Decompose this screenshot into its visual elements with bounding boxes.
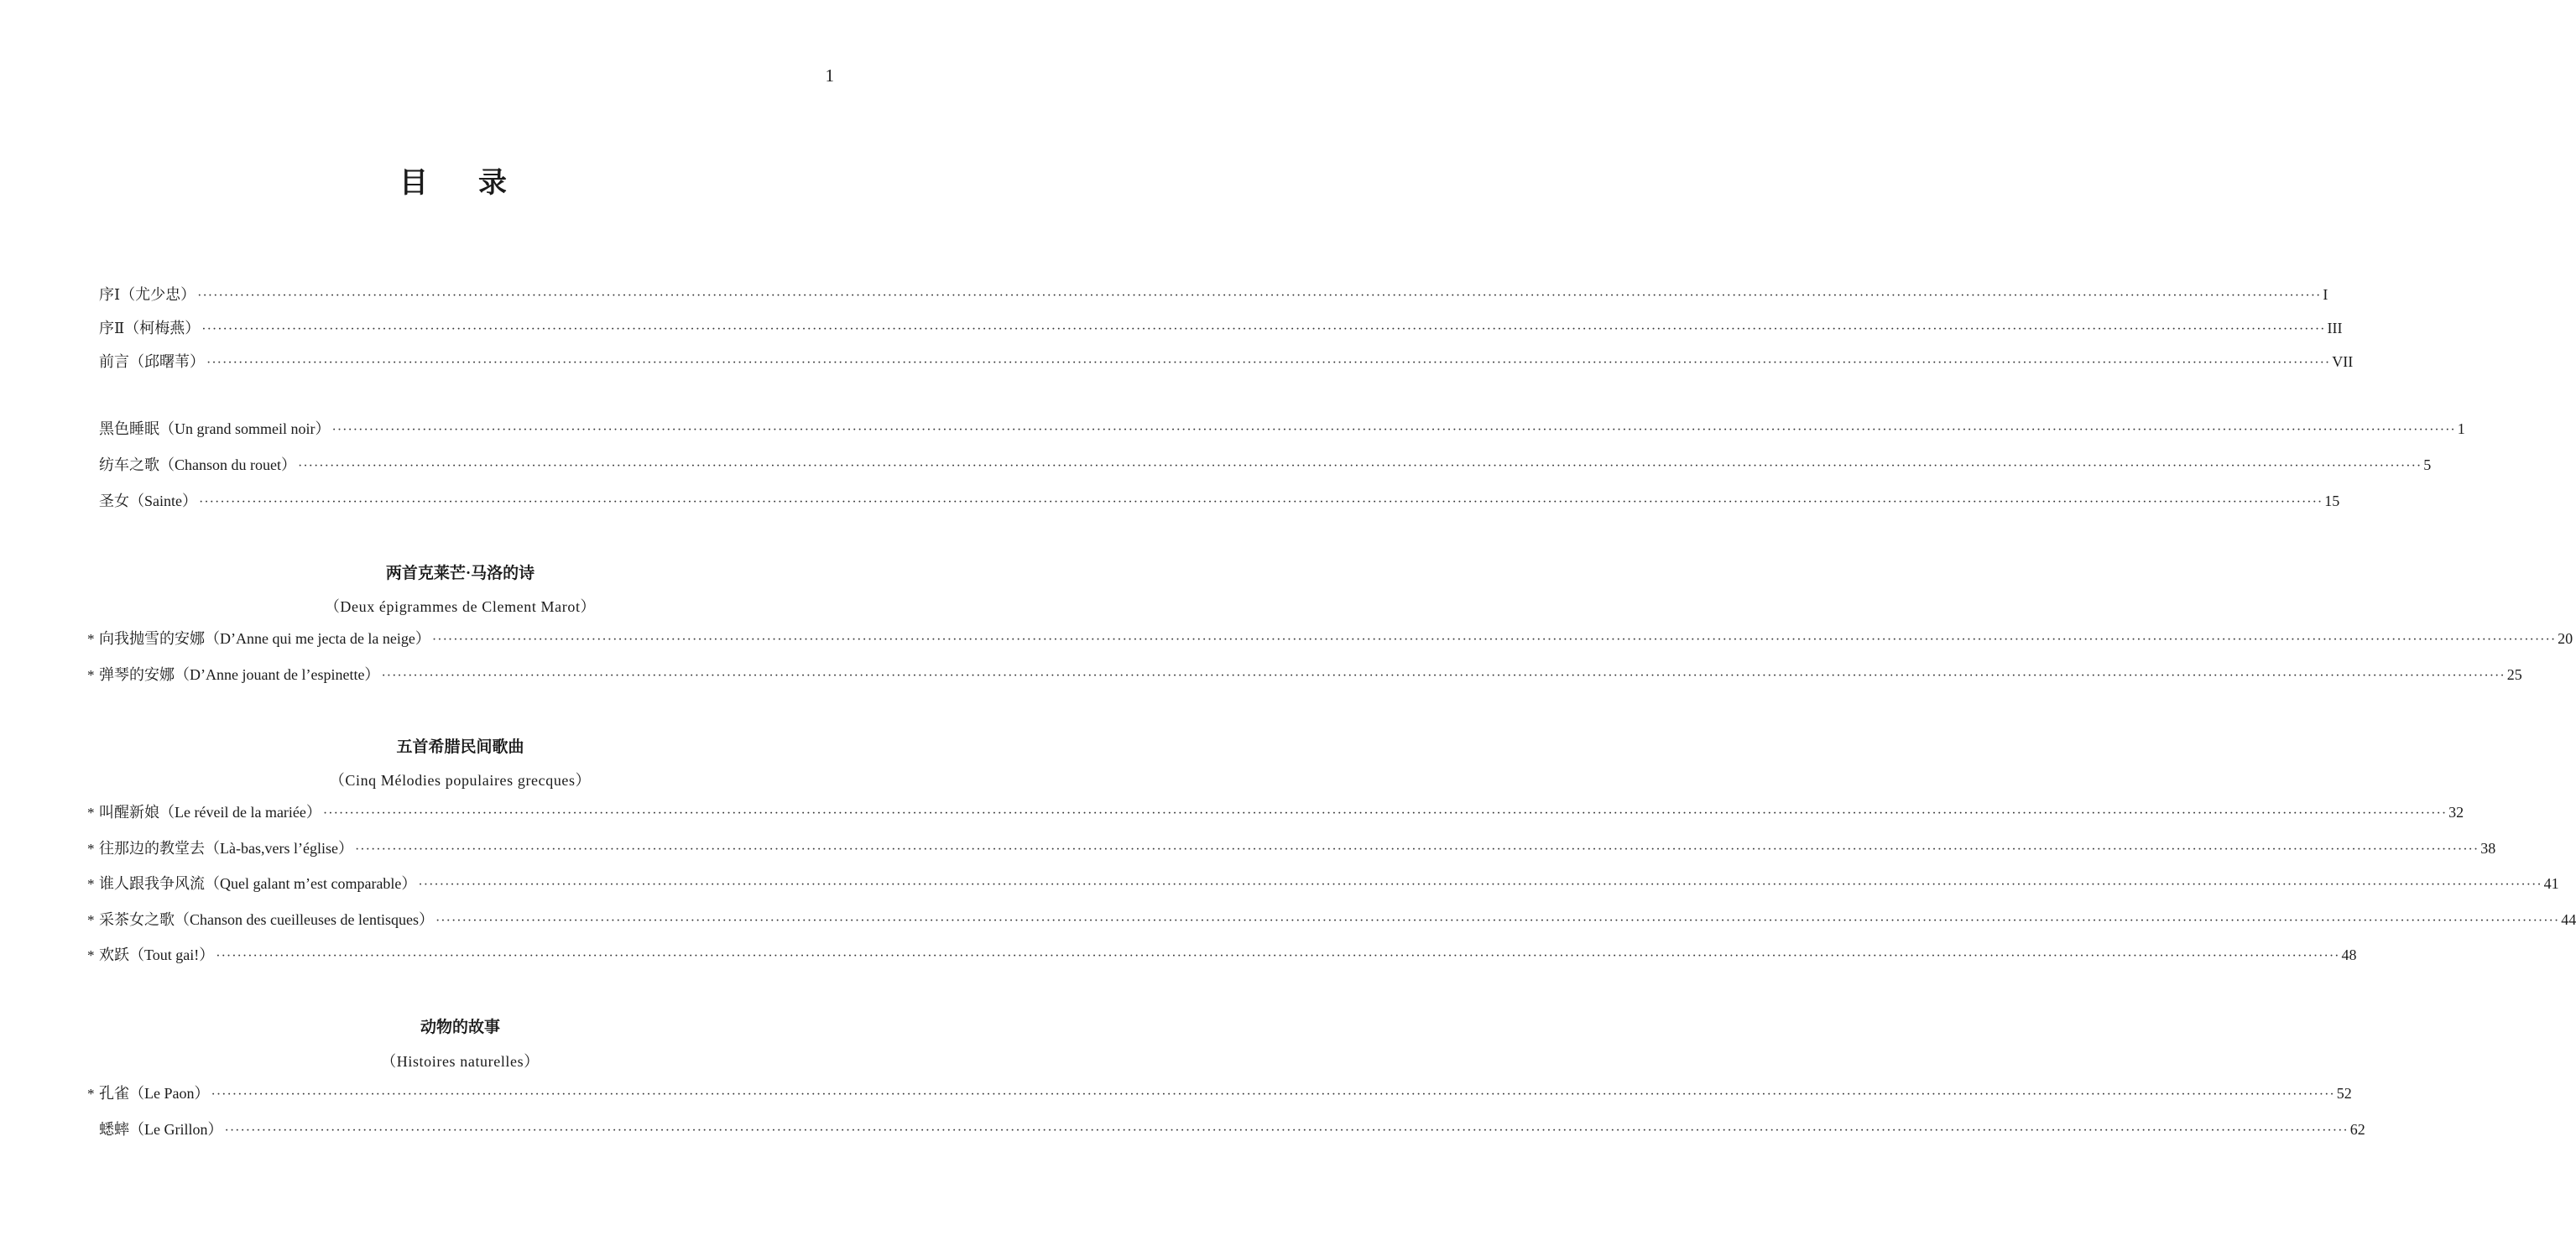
toc-entry-song[interactable] [87, 871, 2559, 896]
toc-entry-song[interactable] [87, 662, 2522, 687]
dot-leader: ················································································································································································································································································································································································································ [216, 949, 2340, 963]
section-title: 五首希腊民间歌曲 [396, 738, 524, 756]
entry-page: VII [2332, 353, 2354, 370]
dot-leader: ················································································································································································································································································································································································································ [199, 495, 2323, 509]
dot-leader: ················································································································································································································································································································································································································ [354, 842, 2480, 857]
section-title: 动物的故事 [420, 1019, 500, 1036]
entry-page: 38 [2480, 840, 2496, 857]
dot-leader: ················································································································································································································································································································································································································ [331, 423, 2456, 437]
section-subtitle: （Cinq Mélodies populaires grecques） [329, 772, 592, 789]
entry-label: 采茶女之歌（Chanson des cueilleuses de lentisques） [99, 911, 434, 928]
entry-page: 48 [2341, 946, 2357, 963]
toc-entry-song[interactable] [87, 452, 2432, 477]
dot-leader: ················································································································································································································································································································································································································ [435, 914, 2560, 928]
section-subtitle: （Histoires naturelles） [381, 1053, 540, 1070]
entry-label: 往那边的教堂去（Là-bas,vers l’église） [99, 840, 353, 857]
entry-page: III [2327, 320, 2343, 336]
entry-label: 孔雀（Le Paon） [99, 1085, 210, 1102]
toc-entry-song[interactable] [87, 416, 2465, 441]
entry-label: 序Ⅰ（尤少忠） [99, 286, 196, 303]
dot-leader: ················································································································································································································································································································································································································ [224, 1124, 2349, 1138]
star-marker: * [87, 841, 95, 857]
toc-entry-song[interactable] [87, 907, 2576, 932]
entry-page: 15 [2324, 493, 2340, 509]
entry-page: 25 [2506, 666, 2522, 683]
toc-entry-song[interactable] [87, 488, 2340, 514]
entry-page: I [2323, 286, 2328, 303]
entry-page: 41 [2543, 875, 2559, 892]
entry-page: 1 [2457, 420, 2465, 437]
section-subtitle: （Deux épigrammes de Clement Marot） [324, 598, 597, 615]
dot-leader: ················································································································································································································································································································································································································ [297, 459, 2422, 473]
toc-entry-song[interactable] [87, 836, 2496, 861]
entry-label: 向我抛雪的安娜（D’Anne qui me jecta de la neige） [99, 630, 430, 647]
star-marker: * [87, 947, 95, 963]
toc-entry-song[interactable] [87, 942, 2357, 967]
page-title: 目录 [399, 168, 557, 199]
entry-page: 44 [2561, 911, 2576, 928]
entry-label: 蟋蟀（Le Grillon） [99, 1121, 223, 1138]
dot-leader: ················································································································································································································································································································································································································ [201, 322, 2326, 336]
entry-page: 52 [2336, 1085, 2352, 1102]
toc-entry-song[interactable] [87, 800, 2464, 825]
entry-label: 前言（邱曙苇） [99, 353, 205, 370]
dot-leader: ················································································································································································································································································································································································································ [211, 1087, 2335, 1102]
entry-label: 黑色睡眠（Un grand sommeil noir） [99, 420, 331, 437]
entry-label: 弹琴的安娜（D’Anne jouant de l’espinette） [99, 666, 380, 683]
entry-label: 序Ⅱ（柯梅燕） [99, 320, 201, 336]
star-marker: * [87, 1086, 95, 1102]
star-marker: * [87, 912, 95, 928]
entry-page: 20 [2558, 630, 2573, 647]
dot-leader: ················································································································································································································································································································································································································ [322, 806, 2448, 821]
toc-entry-song[interactable] [87, 1117, 2365, 1142]
section-title: 两首克莱芒·马洛的诗 [385, 565, 535, 582]
entry-page: 62 [2349, 1121, 2365, 1138]
entry-page: 5 [2423, 456, 2432, 473]
entry-label: 欢跃（Tout gai!） [99, 946, 215, 963]
dot-leader: ················································································································································································································································································································································································································ [197, 289, 2322, 303]
dot-leader: ················································································································································································································································································································································································································ [206, 356, 2331, 370]
star-marker: * [87, 805, 95, 821]
entry-label: 叫醒新娘（Le réveil de la mariée） [99, 804, 321, 821]
entry-label: 纺车之歌（Chanson du rouet） [99, 456, 296, 473]
star-marker: * [87, 631, 95, 647]
entry-label: 圣女（Sainte） [99, 493, 197, 509]
entry-label: 谁人跟我争风流（Quel galant m’est comparable） [99, 875, 417, 892]
star-marker: * [87, 876, 95, 892]
toc-entry-song[interactable] [87, 1081, 2352, 1106]
dot-leader: ················································································································································································································································································································································································································ [431, 633, 2557, 647]
dot-leader: ················································································································································································································································································································································································································ [381, 669, 2506, 683]
toc-entry-song[interactable] [87, 626, 2573, 651]
entry-page: 32 [2448, 804, 2464, 821]
dot-leader: ················································································································································································································································································································································································································ [418, 878, 2542, 892]
star-marker: * [87, 667, 95, 683]
toc-entry-preface-2[interactable] [87, 315, 2343, 341]
page-number: 1 [825, 65, 834, 86]
toc-entry-foreword[interactable] [87, 349, 2354, 374]
toc-entry-preface-1[interactable] [87, 282, 2328, 307]
